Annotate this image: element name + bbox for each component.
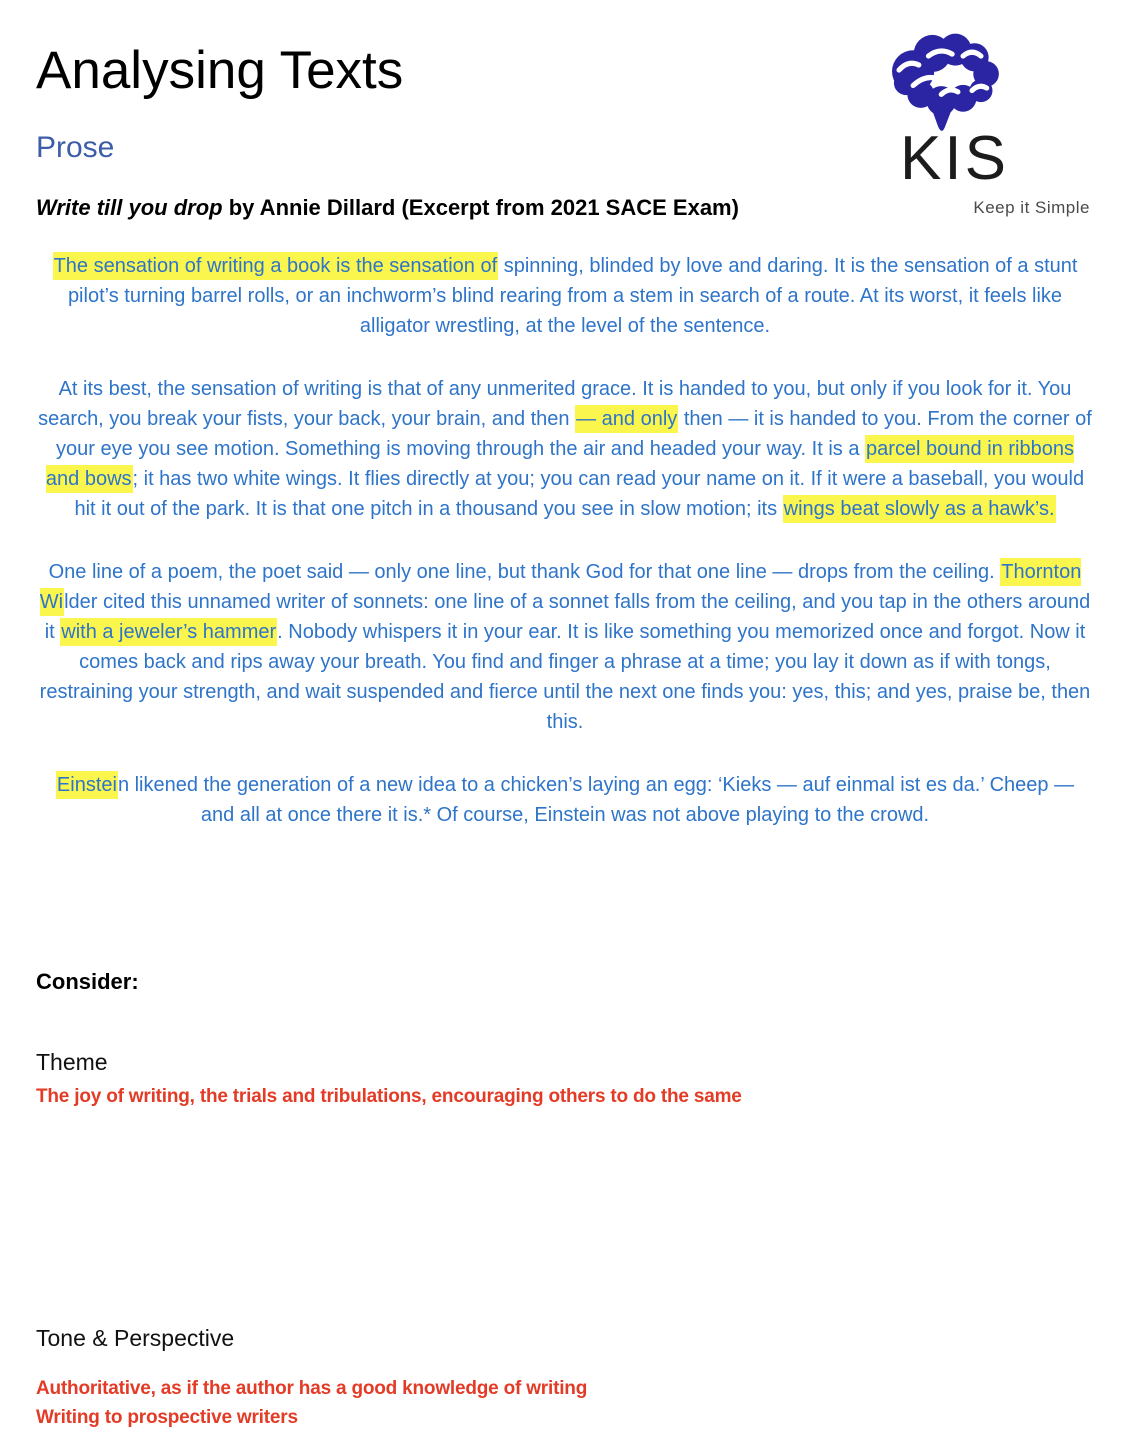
kis-logo bbox=[874, 24, 1090, 220]
prose-text: n likened the generation of a new idea to a chicken’s laying an egg: ‘Kieks — auf einmal ist es da.’ Cheep — and all at once there it is.* Of course, Einstein was not above playing to the crowd. bbox=[117, 774, 1075, 826]
section-heading-prose: Prose bbox=[36, 131, 115, 164]
highlighted-phrase: Thornton Wi bbox=[40, 558, 1082, 616]
tone-perspective-notes bbox=[36, 1374, 587, 1432]
prose-text: lder cited this unnamed writer of sonnets: one line of a sonnet falls from the ceiling, and you tap in the others around it bbox=[44, 591, 1091, 643]
prose-paragraph-4 bbox=[37, 770, 1093, 830]
prose-text: spinning, blinded by love and daring. It is the sensation of a stunt pilot’s turning barrel rolls, or an inchworm’s blind rearing from a stem in search of a route. At its worst, it feels like alligator wrestling, at the level of the sentence. bbox=[67, 255, 1078, 337]
prose-text: One line of a poem, the poet said — only one line, but thank God for that one line — drops from the ceiling. bbox=[48, 561, 1001, 583]
consider-heading: Consider: bbox=[36, 969, 139, 994]
excerpt-title-italic: Write till you drop bbox=[36, 195, 223, 220]
logo-tagline: Keep it Simple bbox=[973, 198, 1090, 217]
prose-text: ; it has two white wings. It flies directly at you; you can read your name on it. If it were a baseball, you would hit it out of the park. It is that one pitch in a thousand you see in slow motion; its bbox=[74, 468, 1085, 520]
theme-note: The joy of writing, the trials and tribulations, encouraging others to do the same bbox=[36, 1086, 742, 1107]
prose-paragraph-3 bbox=[37, 557, 1093, 737]
highlighted-phrase: wings beat slowly as a hawk’s. bbox=[783, 495, 1056, 523]
excerpt-byline-rest: by Annie Dillard (Excerpt from 2021 SACE Exam) bbox=[222, 195, 739, 220]
prose-text: . Nobody whispers it in your ear. It is like something you memorized once and forgot. Now it comes back and rips away your breath. You find and finger a phrase at a time; you lay it down as if with tongs, restraining your strength, and wait suspended and fierce until the next one finds you: yes, this; and yes, praise be, then this. bbox=[39, 621, 1091, 733]
highlighted-phrase: — and only bbox=[575, 405, 678, 433]
prose-excerpt bbox=[37, 251, 1093, 863]
page-title: Analysing Texts bbox=[36, 41, 404, 100]
brain-icon bbox=[876, 24, 1004, 138]
logo-brand-text: KIS bbox=[900, 124, 1009, 193]
highlighted-phrase: parcel bound in ribbons and bows bbox=[46, 435, 1074, 493]
prose-text: At its best, the sensation of writing is that of any unmerited grace. It is handed to you, but only if you look for it. You search, you break your fists, your back, your brain, and then bbox=[38, 378, 1072, 430]
theme-label: Theme bbox=[36, 1049, 108, 1075]
prose-paragraph-1 bbox=[37, 251, 1093, 341]
tone-note-line: Writing to prospective writers bbox=[36, 1407, 298, 1428]
tone-note-line: Authoritative, as if the author has a good knowledge of writing bbox=[36, 1378, 588, 1399]
prose-paragraph-2 bbox=[37, 374, 1093, 524]
excerpt-byline bbox=[36, 195, 739, 221]
tone-perspective-label: Tone & Perspective bbox=[36, 1325, 235, 1351]
highlighted-phrase: with a jeweler’s hammer bbox=[60, 618, 277, 646]
highlighted-phrase: The sensation of writing a book is the sensation of bbox=[53, 252, 499, 280]
prose-text: then — it is handed to you. From the corner of your eye you see motion. Something is moving through the air and headed your way. It is a bbox=[56, 408, 1092, 460]
highlighted-phrase: Einstei bbox=[56, 771, 118, 799]
